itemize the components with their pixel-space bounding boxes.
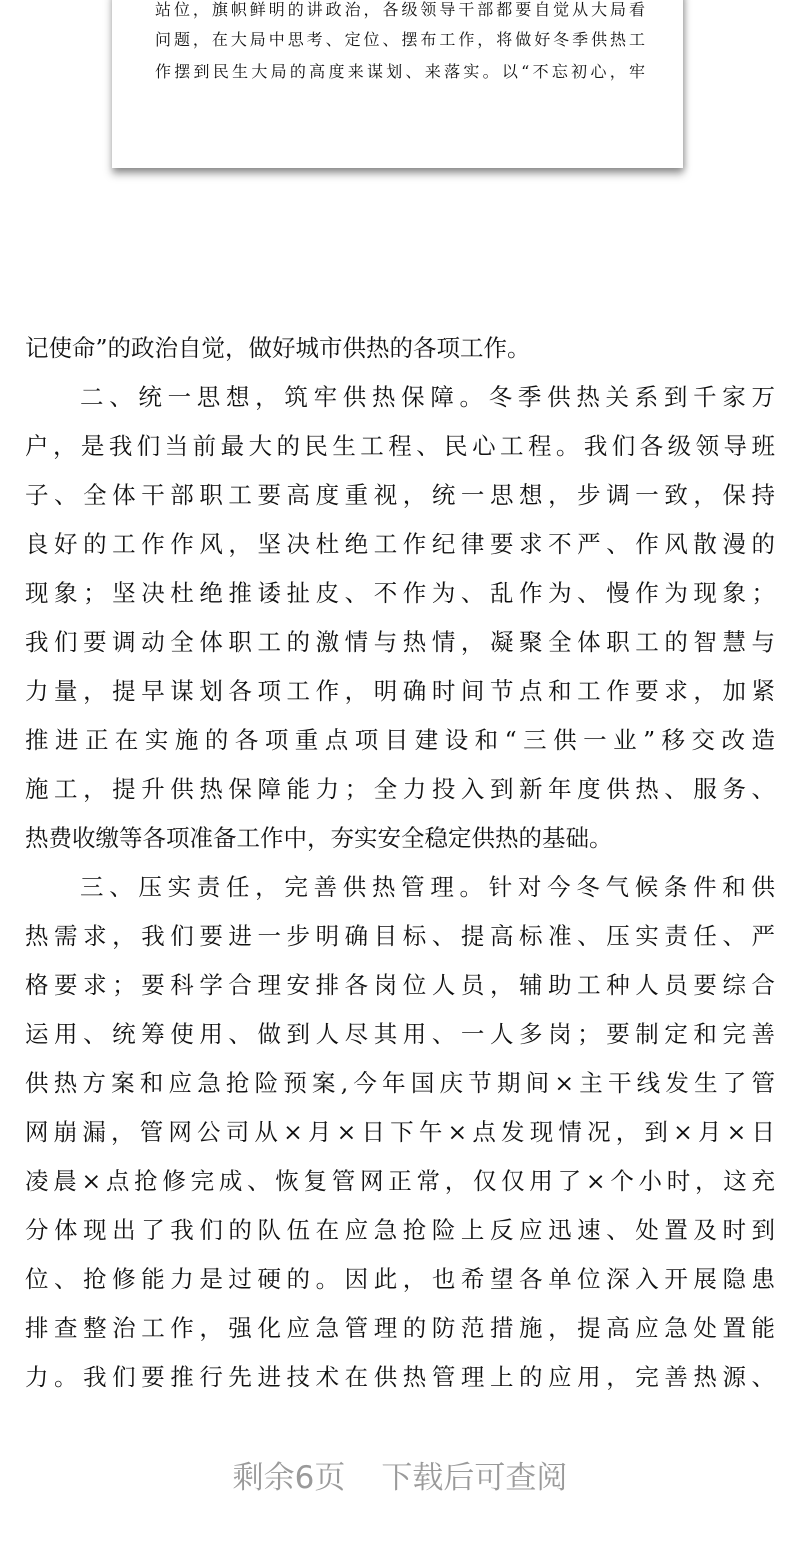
download-hint-text: 下载后可查阅	[381, 1460, 568, 1496]
remaining-pages-text: 剩余6页	[232, 1460, 346, 1496]
body-line: 推进正在实施的各项重点项目建设和“三供一业”移交改造	[25, 726, 775, 754]
body-line: 运用、统筹使用、做到人尽其用、一人多岗；要制定和完善	[25, 1020, 775, 1048]
body-line: 力。我们要推行先进技术在供热管理上的应用，完善热源、	[25, 1363, 775, 1391]
body-line: 我们要调动全体职工的激情与热情，凝聚全体职工的智慧与	[25, 628, 775, 656]
body-line: 热需求，我们要进一步明确目标、提高标准、压实责任、严	[25, 922, 775, 950]
body-line: 现象；坚决杜绝推诿扯皮、不作为、乱作为、慢作为现象；	[25, 579, 775, 607]
document-body	[25, 330, 775, 1408]
body-line: 热费收缴等各项准备工作中，夯实安全稳定供热的基础。	[25, 824, 613, 852]
card-text-line: 作摆到民生大局的高度来谋划、来落实。以“不忘初心，牢	[155, 62, 645, 81]
body-line: 二、统一思想，筑牢供热保障。冬季供热关系到千家万	[80, 383, 775, 411]
body-line: 户，是我们当前最大的民生工程、民心工程。我们各级领导班	[25, 432, 775, 460]
body-line: 位、抢修能力是过硬的。因此，也希望各单位深入开展隐患	[25, 1265, 775, 1293]
body-line: 排查整治工作，强化应急管理的防范措施，提高应急处置能	[25, 1314, 775, 1342]
body-line: 子、全体干部职工要高度重视，统一思想，步调一致，保持	[25, 481, 775, 509]
preview-page-card	[112, 0, 683, 168]
body-line: 供热方案和应急抢险预案,今年国庆节期间×主干线发生了管	[25, 1069, 775, 1097]
body-line: 施工，提升供热保障能力；全力投入到新年度供热、服务、	[25, 775, 775, 803]
download-to-read-more-link[interactable]	[0, 1452, 800, 1497]
body-line: 记使命”的政治自觉，做好城市供热的各项工作。	[25, 334, 531, 362]
body-line: 网崩漏，管网公司从×月×日下午×点发现情况，到×月×日	[25, 1118, 775, 1146]
card-text-line: 问题，在大局中思考、定位、摆布工作，将做好冬季供热工	[155, 30, 645, 49]
body-line: 格要求；要科学合理安排各岗位人员，辅助工种人员要综合	[25, 971, 775, 999]
body-line: 凌晨×点抢修完成、恢复管网正常，仅仅用了×个小时，这充	[25, 1167, 775, 1195]
body-line: 三、压实责任，完善供热管理。针对今冬气候条件和供	[80, 873, 775, 901]
card-text-line: 站位，旗帜鲜明的讲政治，各级领导干部都要自觉从大局看	[155, 0, 645, 19]
body-line: 力量，提早谋划各项工作，明确时间节点和工作要求，加紧	[25, 677, 775, 705]
body-line: 分体现出了我们的队伍在应急抢险上反应迅速、处置及时到	[25, 1216, 775, 1244]
body-line: 良好的工作作风，坚决杜绝工作纪律要求不严、作风散漫的	[25, 530, 775, 558]
